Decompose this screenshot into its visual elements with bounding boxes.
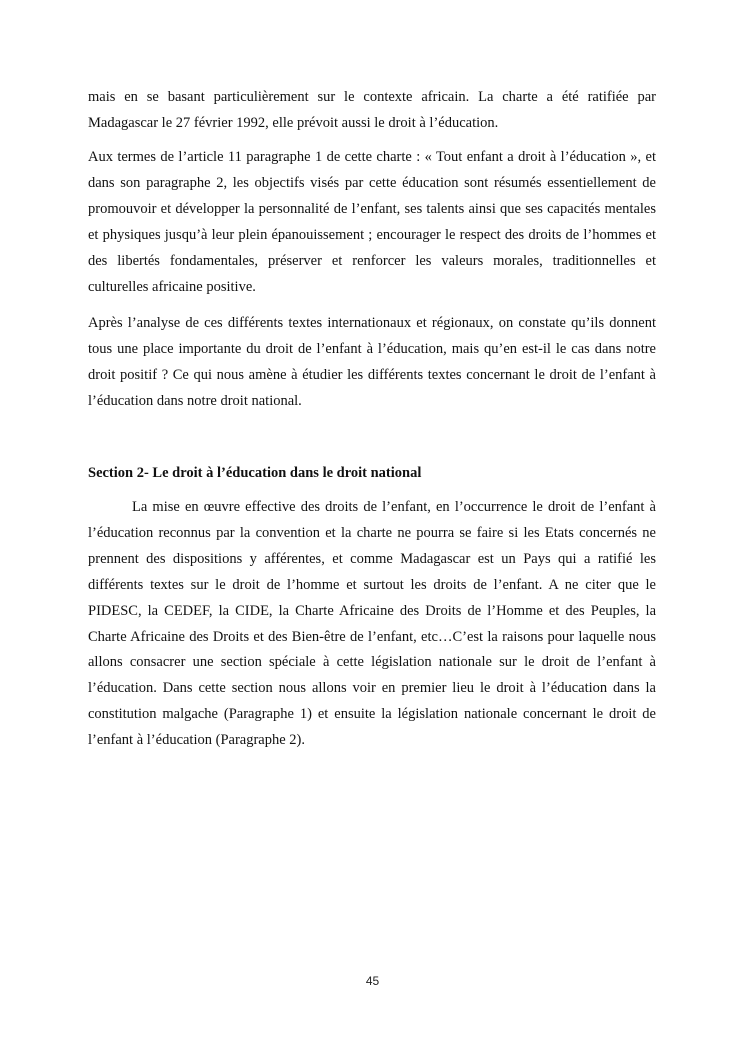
page-number: 45 — [365, 974, 380, 988]
section-heading: Section 2- Le droit à l’éducation dans le droit national — [88, 465, 422, 481]
paragraph-charter-ratification: mais en se basant particulièrement sur le contexte africain. La charte a été ratifiée par Madagascar le 27 février 1992, elle prévoit aussi le droit à l’éducation. — [88, 89, 656, 131]
paragraph-article-11: Aux termes de l’article 11 paragraphe 1 de cette charte : « Tout enfant a droit à l’éducation », et dans son paragraphe 2, les objectifs visés par cette éducation sont résumés essentiellement de promouvoir et développer la personnalité de l’enfant, ses talents ainsi que ses capacités mentales et physiques jusqu’à leur plein épanouissement ; encourager le respect des droits de l’hommes et des libertés fondamentales, préserver et renforcer les valeurs morales, traditionnelles et culturelles africaine positive. — [88, 149, 656, 295]
paragraph-section-intro: La mise en œuvre effective des droits de l’enfant, en l’occurrence le droit de l’enfant à l’éducation reconnus par la convention et la charte ne pourra se faire si les Etats concernés ne prennent des dispositions y afférentes, et comme Madagascar est un Pays qui a ratifié les différents textes sur le droit de l’homme et surtout les droits de l’enfant. A ne citer que le PIDESC, la CEDEF, la CIDE, la Charte Africaine des Droits de l’Homme et des Peuples, la Charte Africaine des Droits et des Bien-être de l’enfant, etc…C’est la raisons pour laquelle nous allons consacrer une section spéciale à cette législation nationale sur le droit de l’enfant à l’éducation. Dans cette section nous allons voir en premier lieu le droit à l’éducation dans la constitution malgache (Paragraphe 1) et ensuite la législation nationale concernant le droit de l’enfant à l’éducation (Paragraphe 2). — [88, 499, 656, 749]
paragraph-analysis-conclusion: Après l’analyse de ces différents textes internationaux et régionaux, on constate qu’ils donnent tous une place importante du droit de l’enfant à l’éducation, mais qu’en est-il le cas dans notre droit positif ? Ce qui nous amène à étudier les différents textes concernant le droit de l’enfant à l’éducation dans notre droit national. — [88, 315, 656, 409]
